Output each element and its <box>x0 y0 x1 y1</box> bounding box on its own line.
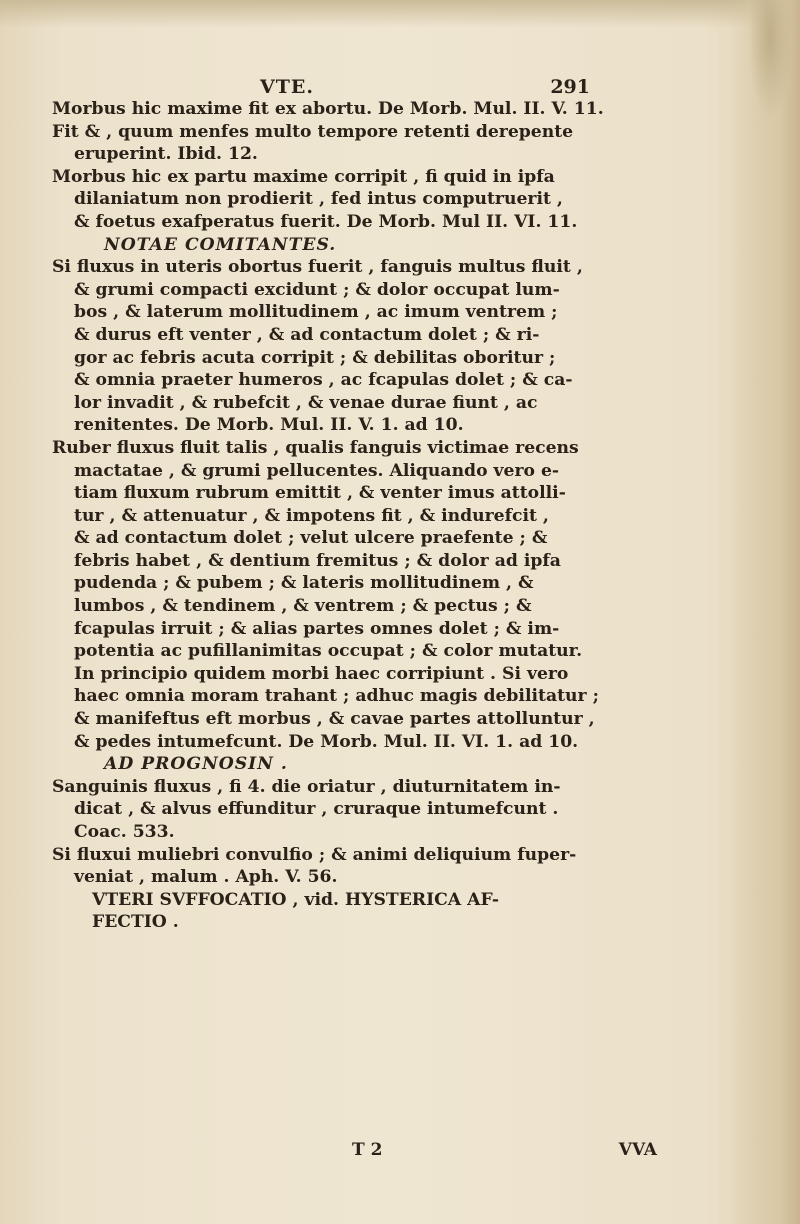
text-line: lumbos , & tendinem , & ventrem ; & pectus ; & <box>74 596 532 617</box>
body-text <box>52 98 707 934</box>
text-line: Morbus hic maxime fit ex abortu. De Morb. Mul. II. V. 11. <box>52 99 604 119</box>
text-line: Sanguinis fluxus , fi 4. die oriatur , diuturnitatem in- <box>52 776 561 797</box>
text-line: tiam fluxum rubrum emittit , & venter imus attolli- <box>74 483 566 504</box>
catchword: VVA <box>618 1140 657 1160</box>
text-line: FECTIO . <box>92 912 179 933</box>
page-top-shadow <box>0 0 800 28</box>
text-line: dilaniatum non prodierit , fed intus computruerit , <box>74 189 563 210</box>
text-line: & manifeftus eft morbus , & cavae partes attolluntur , <box>74 709 595 730</box>
text-line: gor ac febris acuta corripit ; & debilitas oboritur ; <box>74 347 556 368</box>
page-footer <box>52 1140 707 1168</box>
text-line: mactatae , & grumi pellucentes. Aliquando vero e- <box>74 460 560 481</box>
text-line: Ruber fluxus fluit talis , qualis fanguis victimae recens <box>52 437 579 458</box>
page-number: 291 <box>550 76 590 98</box>
page-gutter-shadow <box>730 0 800 1224</box>
text-line: Si fluxus in uteris obortus fuerit , fanguis multus fluit , <box>52 257 583 278</box>
text-line: eruperint. Ibid. 12. <box>74 144 258 165</box>
text-line: pudenda ; & pubem ; & lateris mollitudinem , & <box>74 573 534 594</box>
text-line: Morbus hic ex partu maxime corripit , fi quid in ipfa <box>52 166 555 187</box>
text-line: & pedes intumefcunt. De Morb. Mul. II. VI. 1. ad 10. <box>74 731 579 752</box>
text-line: potentia ac pufillanimitas occupat ; & color mutatur. <box>74 641 583 662</box>
text-line: In principio quidem morbi haec corripiunt . Si vero <box>74 663 569 684</box>
text-line: haec omnia moram trahant ; adhuc magis debilitatur ; <box>74 686 599 707</box>
text-line: & ad contactum dolet ; velut ulcere praefente ; & <box>74 528 548 549</box>
text-line: fcapulas irruit ; & alias partes omnes dolet ; & im- <box>74 618 560 639</box>
text-line: febris habet , & dentium fremitus ; & dolor ad ipfa <box>74 550 561 571</box>
text-line: bos , & laterum mollitudinem , ac imum ventrem ; <box>74 302 558 323</box>
text-line: VTERI SVFFOCATIO , vid. HYSTERICA AF- <box>92 889 500 910</box>
text-line: & foetus exafperatus fuerit. De Morb. Mul II. VI. 11. <box>74 211 578 232</box>
text-line: Coac. 533. <box>74 822 175 842</box>
running-title: VTE. <box>260 76 314 98</box>
paper-stain <box>748 0 792 120</box>
text-line: Si fluxui muliebri convulfio ; & animi deliquium fuper- <box>52 844 577 865</box>
section-heading: AD PROGNOSIN . <box>104 754 288 775</box>
text-line: & durus eft venter , & ad contactum dolet ; & ri- <box>74 324 540 345</box>
section-heading: NOTAE COMITANTES. <box>104 234 337 255</box>
text-line: tur , & attenuatur , & impotens fit , & indurefcit , <box>74 505 549 526</box>
text-line: & grumi compacti excidunt ; & dolor occupat lum- <box>74 279 560 300</box>
text-line: & omnia praeter humeros , ac fcapulas dolet ; & ca- <box>74 370 573 391</box>
text-line: Fit & , quum menfes multo tempore retenti derepente <box>52 121 574 142</box>
text-line: dicat , & alvus effunditur , cruraque intumefcunt . <box>74 799 559 820</box>
text-line: lor invadit , & rubefcit , & venae durae fiunt , ac <box>74 392 538 413</box>
text-line: veniat , malum . Aph. V. 56. <box>74 867 338 888</box>
signature-mark: T 2 <box>352 1140 383 1160</box>
text-line: renitentes. De Morb. Mul. II. V. 1. ad 10. <box>74 415 464 436</box>
